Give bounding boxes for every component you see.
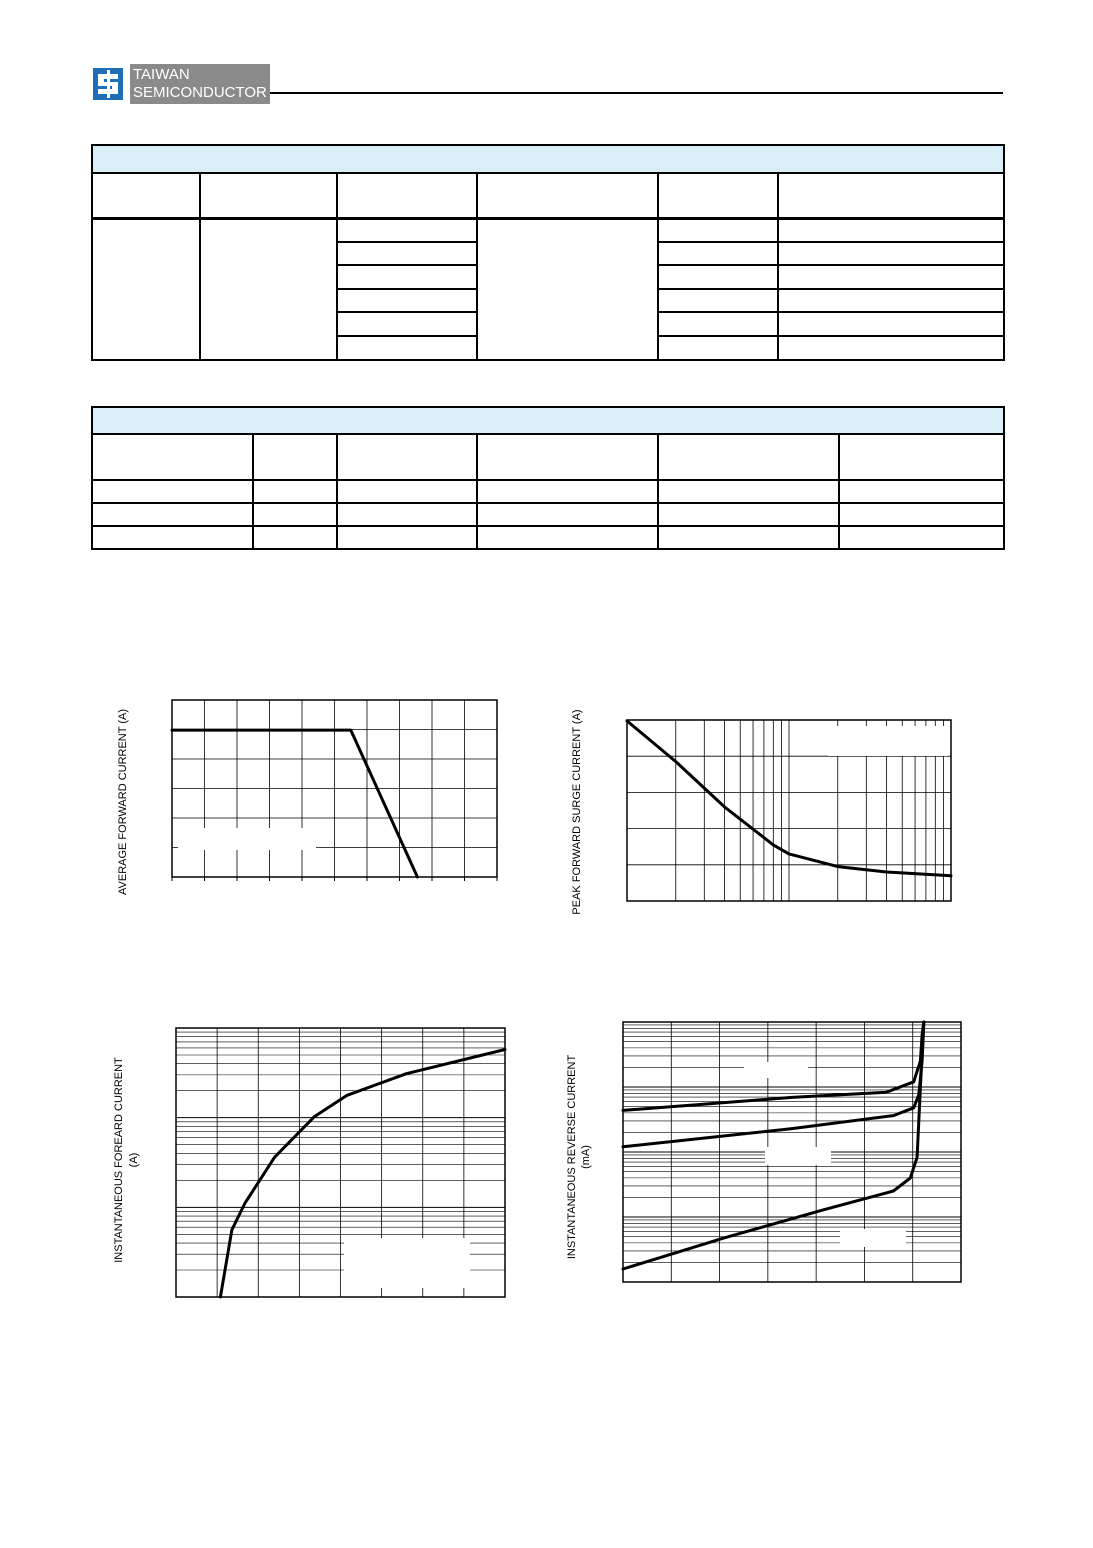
table-header-cell	[337, 173, 477, 218]
table-cell	[337, 526, 477, 549]
legend-blank	[344, 1238, 470, 1288]
y-axis-unit: (mA)	[580, 1145, 592, 1169]
table-cell	[337, 218, 477, 242]
table-cell	[337, 336, 477, 360]
company-logo	[90, 64, 270, 104]
table-cell	[658, 242, 778, 265]
table-header-cell	[778, 173, 1004, 218]
table-cell	[337, 503, 477, 526]
table-cell	[778, 218, 1004, 242]
table-cell	[778, 289, 1004, 312]
legend-blank	[178, 828, 316, 850]
table-cell	[778, 265, 1004, 289]
table-cell	[337, 265, 477, 289]
table-cell	[658, 503, 839, 526]
table-cell	[477, 480, 658, 503]
table-cell	[658, 336, 778, 360]
table-cell	[658, 526, 839, 549]
chart-forward-current-derating	[100, 690, 520, 920]
table-header-cell	[92, 434, 253, 480]
table-header-cell	[337, 434, 477, 480]
table-cell	[253, 526, 337, 549]
table-cell	[658, 289, 778, 312]
table-cell	[658, 265, 778, 289]
table-cell	[778, 242, 1004, 265]
table-header-cell	[200, 173, 337, 218]
table-header-cell	[253, 434, 337, 480]
y-axis-label: AVERAGE FORWARD CURRENT (A)	[117, 709, 129, 895]
legend-blank	[828, 726, 948, 756]
table-cell	[778, 312, 1004, 336]
chart-peak-surge-current	[560, 690, 980, 940]
chart-forward-characteristics	[100, 1020, 520, 1310]
company-name-line2: SEMICONDUCTOR	[133, 84, 267, 101]
table-cell	[337, 480, 477, 503]
table-cell	[839, 480, 1004, 503]
ts-logo-icon	[90, 64, 126, 104]
table-cell	[92, 480, 253, 503]
y-axis-unit: (A)	[128, 1152, 140, 1168]
table-cell	[778, 336, 1004, 360]
table-header-cell	[477, 434, 658, 480]
table-header-cell	[839, 434, 1004, 480]
table-cell	[477, 218, 658, 360]
table-cell	[92, 526, 253, 549]
legend-blank	[840, 1229, 906, 1247]
table-cell	[658, 218, 778, 242]
legend-blank	[765, 1147, 831, 1165]
table-title-band	[92, 145, 1004, 173]
table-cell	[337, 312, 477, 336]
table-title-band	[92, 407, 1004, 434]
table-header-cell	[658, 173, 778, 218]
table-cell	[477, 526, 658, 549]
table-cell	[253, 480, 337, 503]
legend-blank	[744, 1062, 808, 1078]
table-header-cell	[477, 173, 658, 218]
table-cell	[337, 242, 477, 265]
table-cell	[658, 480, 839, 503]
table-cell	[839, 503, 1004, 526]
table-cell	[839, 526, 1004, 549]
table-cell	[92, 218, 200, 360]
table-cell	[92, 503, 253, 526]
table-cell	[200, 218, 337, 360]
header-divider	[270, 92, 1003, 94]
table-cell	[337, 289, 477, 312]
table-cell	[477, 503, 658, 526]
table-cell	[253, 503, 337, 526]
ordering-info-table	[91, 144, 1005, 361]
chart-reverse-characteristics	[560, 1014, 980, 1304]
y-axis-label: PEAK FORWARD SURGE CURRENT (A)	[571, 709, 583, 915]
y-axis-label: INSTANTANEOUS REVERSE CURRENT	[566, 1054, 578, 1260]
table-header-cell	[92, 173, 200, 218]
table-header-cell	[658, 434, 839, 480]
package-info-table	[91, 406, 1005, 550]
company-name	[130, 64, 270, 104]
y-axis-label: INSTANTANEOUS FOREARD CURRENT	[113, 1057, 125, 1263]
table-cell	[658, 312, 778, 336]
company-name-line1: TAIWAN	[133, 66, 190, 83]
